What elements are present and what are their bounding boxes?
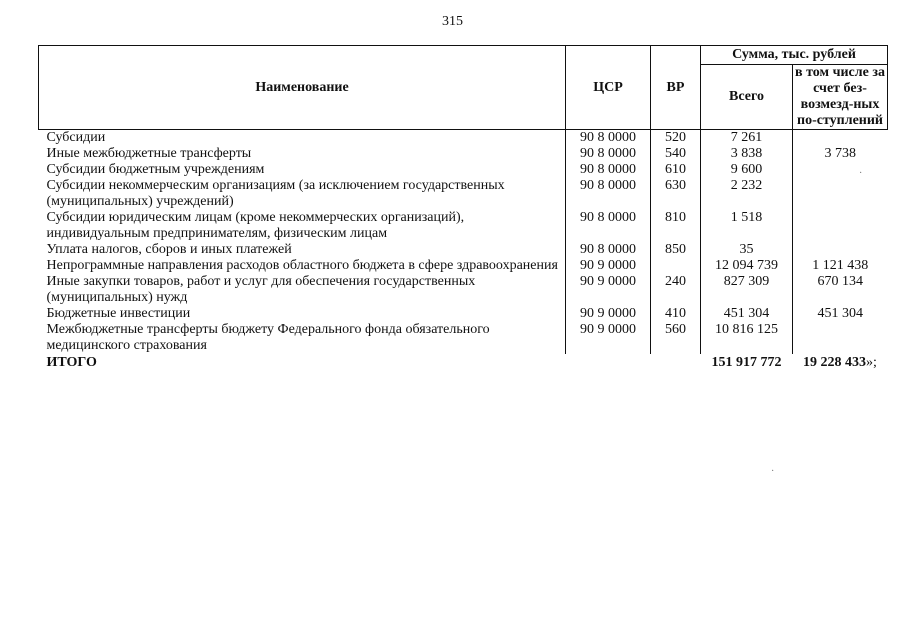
row-free bbox=[793, 130, 888, 147]
row-csr: 90 9 0000 bbox=[566, 258, 651, 274]
row-vr: 410 bbox=[651, 306, 701, 322]
scan-speck: · bbox=[771, 466, 775, 477]
table-row bbox=[39, 178, 888, 210]
table-row bbox=[39, 146, 888, 162]
row-vr: 240 bbox=[651, 274, 701, 306]
row-name: Субсидии некоммерческим организациям (за исключением государственных (муниципальных) учреждений) bbox=[39, 178, 566, 210]
row-name: Субсидии юридическим лицам (кроме некоммерческих организаций), индивидуальным предпринимателям, физическим лицам bbox=[39, 210, 566, 242]
row-free bbox=[793, 242, 888, 258]
row-csr: 90 8 0000 bbox=[566, 178, 651, 210]
total-free-cell bbox=[793, 354, 888, 371]
header-sum-group: Сумма, тыс. рублей bbox=[701, 46, 888, 65]
row-total: 7 261 bbox=[701, 130, 793, 147]
row-csr: 90 9 0000 bbox=[566, 274, 651, 306]
row-vr: 850 bbox=[651, 242, 701, 258]
page-number: 315 bbox=[442, 14, 463, 29]
total-vr-empty bbox=[651, 354, 701, 371]
budget-table bbox=[38, 45, 888, 371]
table-row bbox=[39, 130, 888, 147]
header-csr: ЦСР bbox=[566, 46, 651, 130]
header-name: Наименование bbox=[39, 46, 566, 130]
table-header bbox=[39, 46, 888, 130]
row-total: 3 838 bbox=[701, 146, 793, 162]
table-body bbox=[39, 130, 888, 372]
row-csr: 90 8 0000 bbox=[566, 146, 651, 162]
row-vr: 810 bbox=[651, 210, 701, 242]
row-name: Непрограммные направления расходов областного бюджета в сфере здравоохранения bbox=[39, 258, 566, 274]
row-csr: 90 8 0000 bbox=[566, 242, 651, 258]
total-label: ИТОГО bbox=[46, 355, 97, 370]
total-row bbox=[39, 354, 888, 371]
row-total: 2 232 bbox=[701, 178, 793, 210]
row-name: Бюджетные инвестиции bbox=[39, 306, 566, 322]
row-name: Иные закупки товаров, работ и услуг для обеспечения государственных (муниципальных) нужд bbox=[39, 274, 566, 306]
row-free bbox=[793, 210, 888, 242]
row-total: 827 309 bbox=[701, 274, 793, 306]
row-vr: 560 bbox=[651, 322, 701, 354]
row-name: Субсидии bbox=[39, 130, 566, 147]
table-row bbox=[39, 258, 888, 274]
row-vr: 630 bbox=[651, 178, 701, 210]
header-free-receipts: в том числе за счет без-возмезд-ных по-ступлений bbox=[793, 65, 888, 130]
header-total: Всего bbox=[701, 65, 793, 130]
row-free bbox=[793, 322, 888, 354]
row-free bbox=[793, 178, 888, 210]
row-total: 12 094 739 bbox=[701, 258, 793, 274]
row-csr: 90 8 0000 bbox=[566, 162, 651, 178]
row-csr: 90 9 0000 bbox=[566, 322, 651, 354]
table-row bbox=[39, 322, 888, 354]
table-row bbox=[39, 306, 888, 322]
row-total: 451 304 bbox=[701, 306, 793, 322]
table-row bbox=[39, 242, 888, 258]
scan-speck: · bbox=[859, 168, 863, 179]
row-name: Субсидии бюджетным учреждениям bbox=[39, 162, 566, 178]
row-free: 1 121 438 bbox=[793, 258, 888, 274]
row-vr: 610 bbox=[651, 162, 701, 178]
row-name: Уплата налогов, сборов и иных платежей bbox=[39, 242, 566, 258]
total-value: 151 917 772 bbox=[711, 355, 782, 370]
row-free: 451 304 bbox=[793, 306, 888, 322]
row-free: 3 738 bbox=[793, 146, 888, 162]
table-row bbox=[39, 162, 888, 178]
total-csr-empty bbox=[566, 354, 651, 371]
row-total: 1 518 bbox=[701, 210, 793, 242]
header-vr: ВР bbox=[651, 46, 701, 130]
table-row bbox=[39, 210, 888, 242]
table-row bbox=[39, 274, 888, 306]
row-csr: 90 8 0000 bbox=[566, 210, 651, 242]
row-csr: 90 8 0000 bbox=[566, 130, 651, 147]
row-free: 670 134 bbox=[793, 274, 888, 306]
row-total: 10 816 125 bbox=[701, 322, 793, 354]
row-name: Иные межбюджетные трансферты bbox=[39, 146, 566, 162]
row-csr: 90 9 0000 bbox=[566, 306, 651, 322]
row-vr: 540 bbox=[651, 146, 701, 162]
row-vr bbox=[651, 258, 701, 274]
row-total: 9 600 bbox=[701, 162, 793, 178]
row-vr: 520 bbox=[651, 130, 701, 147]
row-name: Межбюджетные трансферты бюджету Федерального фонда обязательного медицинского страхования bbox=[39, 322, 566, 354]
total-suffix: »; bbox=[866, 355, 877, 370]
total-free-value: 19 228 433 bbox=[803, 355, 867, 370]
row-total: 35 bbox=[701, 242, 793, 258]
row-free bbox=[793, 162, 888, 178]
